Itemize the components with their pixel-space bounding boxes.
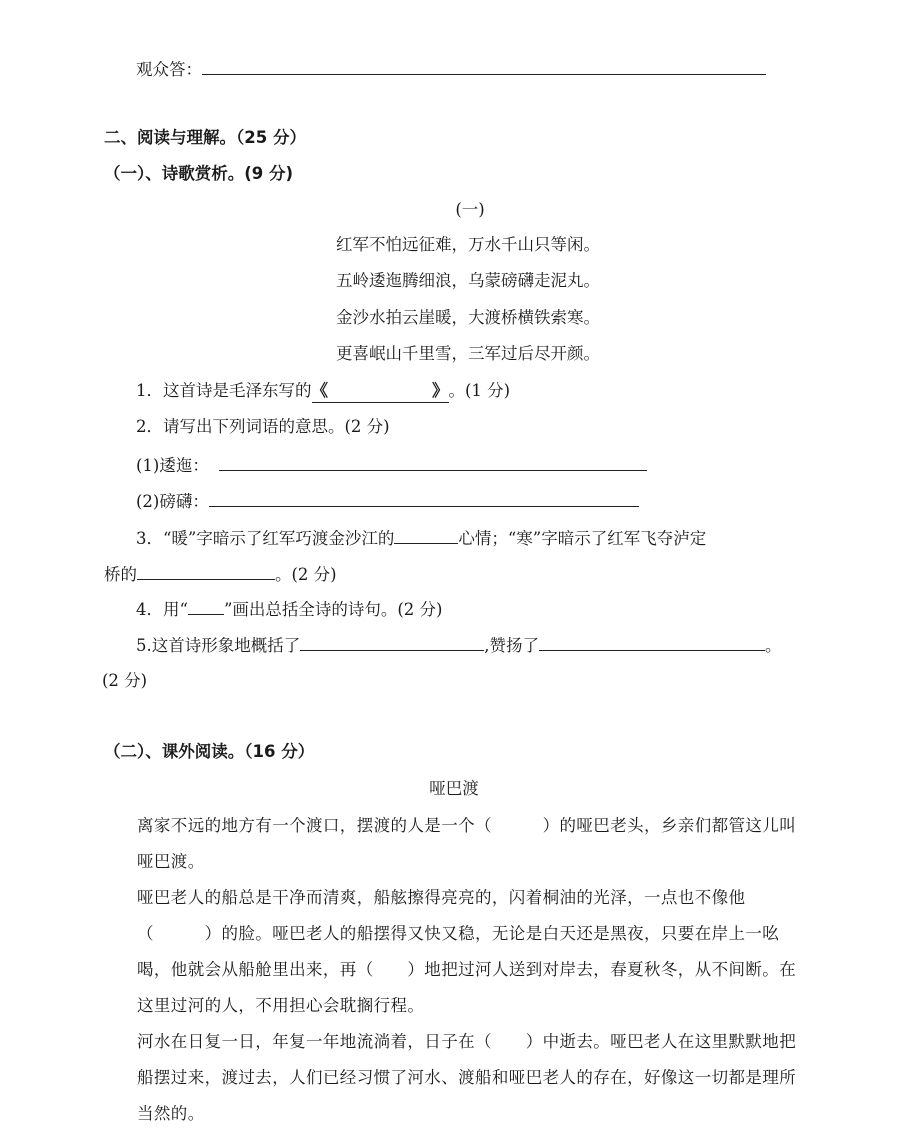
story-paragraph-1 [104, 808, 804, 880]
paragraph-2-text: 哑巴老人的船总是干净而清爽，船舷擦得亮亮的，闪着桐油的光泽，一点也不像他（ ）的脸。哑巴老人的船摆得又快又稳，无论是白天还是黑夜，只要在岸上一吆喝，他就会从船舱里出来，再（ ）地把过河人送到对岸去，春夏秋冬，从不间断。在这里过河的人，不用担心会耽搁行程。 [137, 888, 797, 1015]
q2-1-label: (1)逶迤： [136, 456, 209, 475]
q5-blank-2[interactable] [539, 633, 765, 651]
part1-heading: （一）、诗歌赏析。(9 分) [104, 164, 294, 183]
poem-line-2: 五岭逶迤腾细浪，乌蒙磅礴走泥丸。 [336, 271, 600, 290]
q3-blank-2[interactable] [137, 562, 275, 580]
question-2-2 [136, 489, 639, 513]
story-paragraph-3 [104, 1024, 804, 1132]
poem-line-3: 金沙水拍云崖暖，大渡桥横铁索寒。 [336, 308, 600, 327]
poem-mark: (一) [455, 200, 485, 219]
section-heading: 二、阅读与理解。（25 分） [104, 128, 306, 147]
q2-2-blank[interactable] [209, 489, 639, 507]
q3-text-b: 心情；“寒”字暗示了红军飞夺泸定 [458, 529, 707, 548]
q3-text-c: 桥的 [104, 565, 137, 584]
q5-text-b: ,赞扬了 [484, 636, 539, 655]
q3-text-a: 3．“暖”字暗示了红军巧渡金沙江的 [136, 529, 395, 548]
paragraph-1-text: 离家不远的地方有一个渡口，摆渡的人是一个（ ）的哑巴老头，乡亲们都管这儿叫哑巴渡。 [137, 816, 797, 871]
answer-blank[interactable] [202, 57, 766, 75]
q5-text-c: 。 [765, 636, 782, 655]
paragraph-3-text: 河水在日复一日，年复一年地流淌着，日子在（ ）中逝去。哑巴老人在这里默默地把船摆过来，渡过去，人们已经习惯了河水、渡船和哑巴老人的存在，好像这一切都是理所当然的。 [137, 1032, 797, 1123]
q3-blank-1[interactable] [394, 526, 458, 544]
q3-score: 。(2 分) [275, 565, 337, 584]
question-2-1 [136, 453, 647, 477]
q1-score: 。(1 分) [448, 381, 511, 400]
question-1 [136, 380, 510, 403]
poem-line-4: 更喜岷山千里雪，三军过后尽开颜。 [336, 344, 600, 363]
question-2: 2．请写出下列词语的意思。(2 分) [136, 417, 390, 436]
q5-text-a: 5.这首诗形象地概括了 [136, 636, 301, 655]
story-paragraph-2 [104, 880, 804, 1024]
audience-answer-line [136, 57, 766, 81]
q4-underline-sample [188, 597, 224, 615]
question-4 [136, 597, 443, 621]
question-3 [136, 526, 706, 550]
story-title: 哑巴渡 [429, 779, 479, 798]
close-bracket: 》 [432, 381, 449, 400]
q1-text: 1．这首诗是毛泽东写的 [136, 381, 312, 400]
poem-line-1: 红军不怕远征难，万水千山只等闲。 [336, 235, 600, 254]
q4-text-b: ”画出总括全诗的诗句。(2 分) [223, 600, 443, 619]
question-3-cont [104, 562, 337, 586]
q2-2-label: (2)磅礴： [136, 492, 209, 511]
title-answer-blank[interactable] [312, 380, 449, 403]
open-bracket: 《 [311, 381, 328, 400]
q4-text-a: 4．用“ [136, 600, 188, 619]
audience-label: 观众答： [136, 60, 202, 79]
q2-1-blank[interactable] [219, 453, 647, 471]
part2-heading: （二）、课外阅读。（16 分） [104, 742, 315, 761]
q5-blank-1[interactable] [300, 633, 484, 651]
q5-score: (2 分) [102, 671, 148, 690]
question-5 [136, 633, 782, 657]
